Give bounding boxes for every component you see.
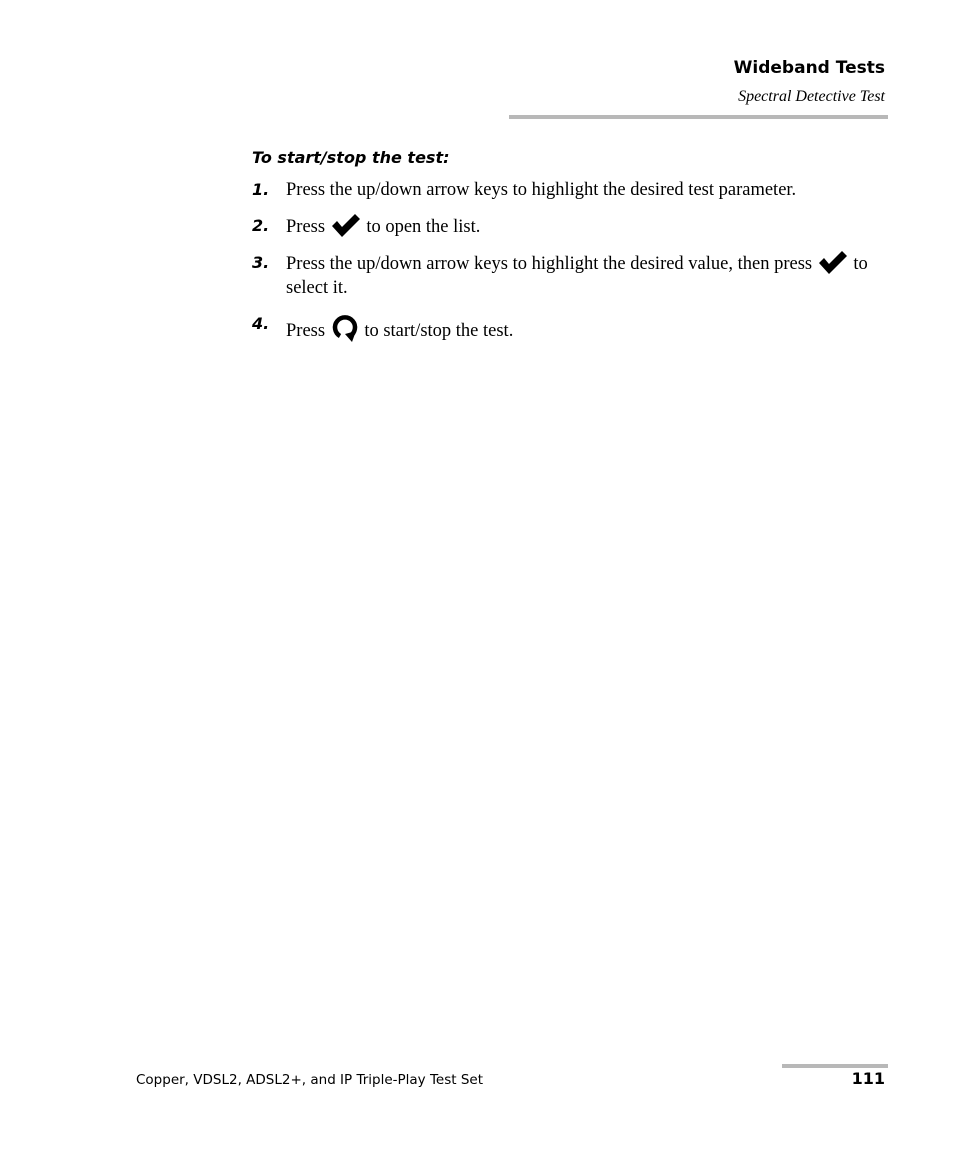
step-2 — [252, 214, 892, 239]
step-number: 3. — [252, 253, 270, 272]
step-number: 2. — [252, 216, 270, 235]
checkmark-icon — [330, 214, 362, 238]
step-text-before: Press — [286, 217, 326, 237]
checkmark-icon — [817, 251, 849, 275]
step-text-after: to start/stop the test. — [364, 321, 514, 341]
procedure-steps — [252, 178, 892, 355]
header-section-title: Spectral Detective Test — [738, 88, 885, 105]
step-4 — [252, 312, 892, 343]
step-1 — [252, 178, 892, 202]
footer-divider — [782, 1064, 888, 1068]
step-text-after: to open the list. — [366, 217, 481, 237]
step-3 — [252, 251, 892, 300]
step-text-before: Press the up/down arrow keys to highlight the desired value, then press — [286, 254, 813, 274]
procedure-title: To start/stop the test: — [252, 148, 450, 167]
step-number: 4. — [252, 314, 270, 333]
step-text: Press the up/down arrow keys to highlight the desired test parameter. — [286, 180, 797, 200]
page-number: 111 — [851, 1069, 885, 1088]
start-stop-icon — [330, 312, 360, 342]
header-chapter-title: Wideband Tests — [733, 58, 885, 78]
step-text-after: to select it. — [286, 254, 868, 298]
step-text-before: Press — [286, 321, 326, 341]
header-divider — [509, 115, 888, 119]
step-number: 1. — [252, 180, 270, 199]
footer-product-name: Copper, VDSL2, ADSL2+, and IP Triple-Play Test Set — [136, 1072, 484, 1088]
